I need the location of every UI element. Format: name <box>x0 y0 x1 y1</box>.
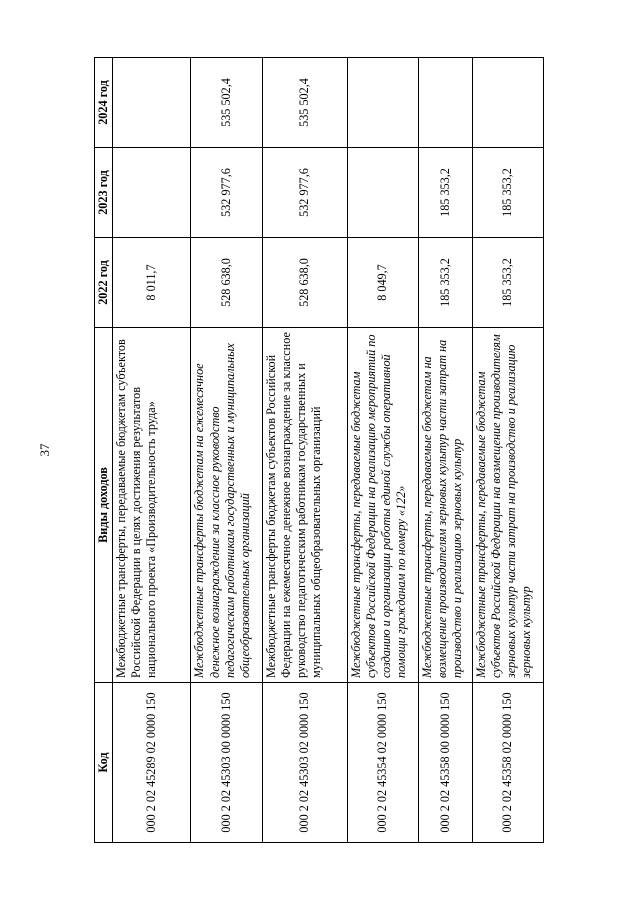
table-row <box>472 58 543 843</box>
rotated-table-container <box>94 58 544 843</box>
row-value-2023 <box>113 148 191 238</box>
row-description: Межбюджетные трансферты бюджетам субъектов Российской Федерации на ежемесячное денежное вознаграждение за классное руководство педагогическим работникам государственных и муниципальных общеобразовательных организаций <box>262 328 347 683</box>
row-code: 000 2 02 45303 02 0000 150 <box>262 683 347 843</box>
header-revenue-type: Виды доходов <box>95 328 113 683</box>
row-value-2022: 528 638,0 <box>262 238 347 328</box>
table-row <box>191 58 262 843</box>
row-description: Межбюджетные трансферты, передаваемые бюджетам на возмещение производителям зерновых культур части затрат на производство и реализацию зерновых культур <box>418 328 472 683</box>
header-2023: 2023 год <box>95 148 113 238</box>
header-2024: 2024 год <box>95 58 113 148</box>
table-wrapper <box>94 58 544 843</box>
row-value-2024 <box>347 58 418 148</box>
header-2022: 2022 год <box>95 238 113 328</box>
row-value-2022: 8 049,7 <box>347 238 418 328</box>
row-value-2024 <box>113 58 191 148</box>
header-code: Код <box>95 683 113 843</box>
row-code: 000 2 02 45289 02 0000 150 <box>113 683 191 843</box>
row-value-2023: 185 353,2 <box>472 148 543 238</box>
row-value-2023: 185 353,2 <box>418 148 472 238</box>
row-code: 000 2 02 45358 00 0000 150 <box>418 683 472 843</box>
row-description: Межбюджетные трансферты, передаваемые бюджетам субъектов Российской Федерации в целях достижения результатов национального проекта «Производительность труда» <box>113 328 191 683</box>
row-value-2022: 185 353,2 <box>472 238 543 328</box>
row-value-2022: 185 353,2 <box>418 238 472 328</box>
page-number: 37 <box>37 443 52 457</box>
row-value-2024 <box>418 58 472 148</box>
table-row <box>418 58 472 843</box>
row-value-2022: 528 638,0 <box>191 238 262 328</box>
table-row <box>262 58 347 843</box>
row-code: 000 2 02 45354 02 0000 150 <box>347 683 418 843</box>
row-value-2023: 532 977,6 <box>191 148 262 238</box>
row-description: Межбюджетные трансферты, передаваемые бюджетам субъектов Российской Федерации на реализацию мероприятий по созданию и организации работы единой службы оперативной помощи гражданам по номеру «122» <box>347 328 418 683</box>
row-code: 000 2 02 45358 02 0000 150 <box>472 683 543 843</box>
row-value-2022: 8 011,7 <box>113 238 191 328</box>
row-description: Межбюджетные трансферты, передаваемые бюджетам субъектов Российской Федерации на возмещение производителям зерновых культур части затрат на производство и реализацию зерновых культур <box>472 328 543 683</box>
revenue-table <box>94 57 544 843</box>
table-header-row <box>95 58 113 843</box>
row-value-2023 <box>347 148 418 238</box>
row-value-2024: 535 502,4 <box>191 58 262 148</box>
row-value-2024: 535 502,4 <box>262 58 347 148</box>
row-description: Межбюджетные трансферты бюджетам на ежемесячное денежное вознаграждение за классное руководство педагогическим работникам государственных и муниципальных общеобразовательных организаций <box>191 328 262 683</box>
table-row <box>347 58 418 843</box>
table-row <box>113 58 191 843</box>
row-value-2023: 532 977,6 <box>262 148 347 238</box>
row-code: 000 2 02 45303 00 0000 150 <box>191 683 262 843</box>
row-value-2024 <box>472 58 543 148</box>
